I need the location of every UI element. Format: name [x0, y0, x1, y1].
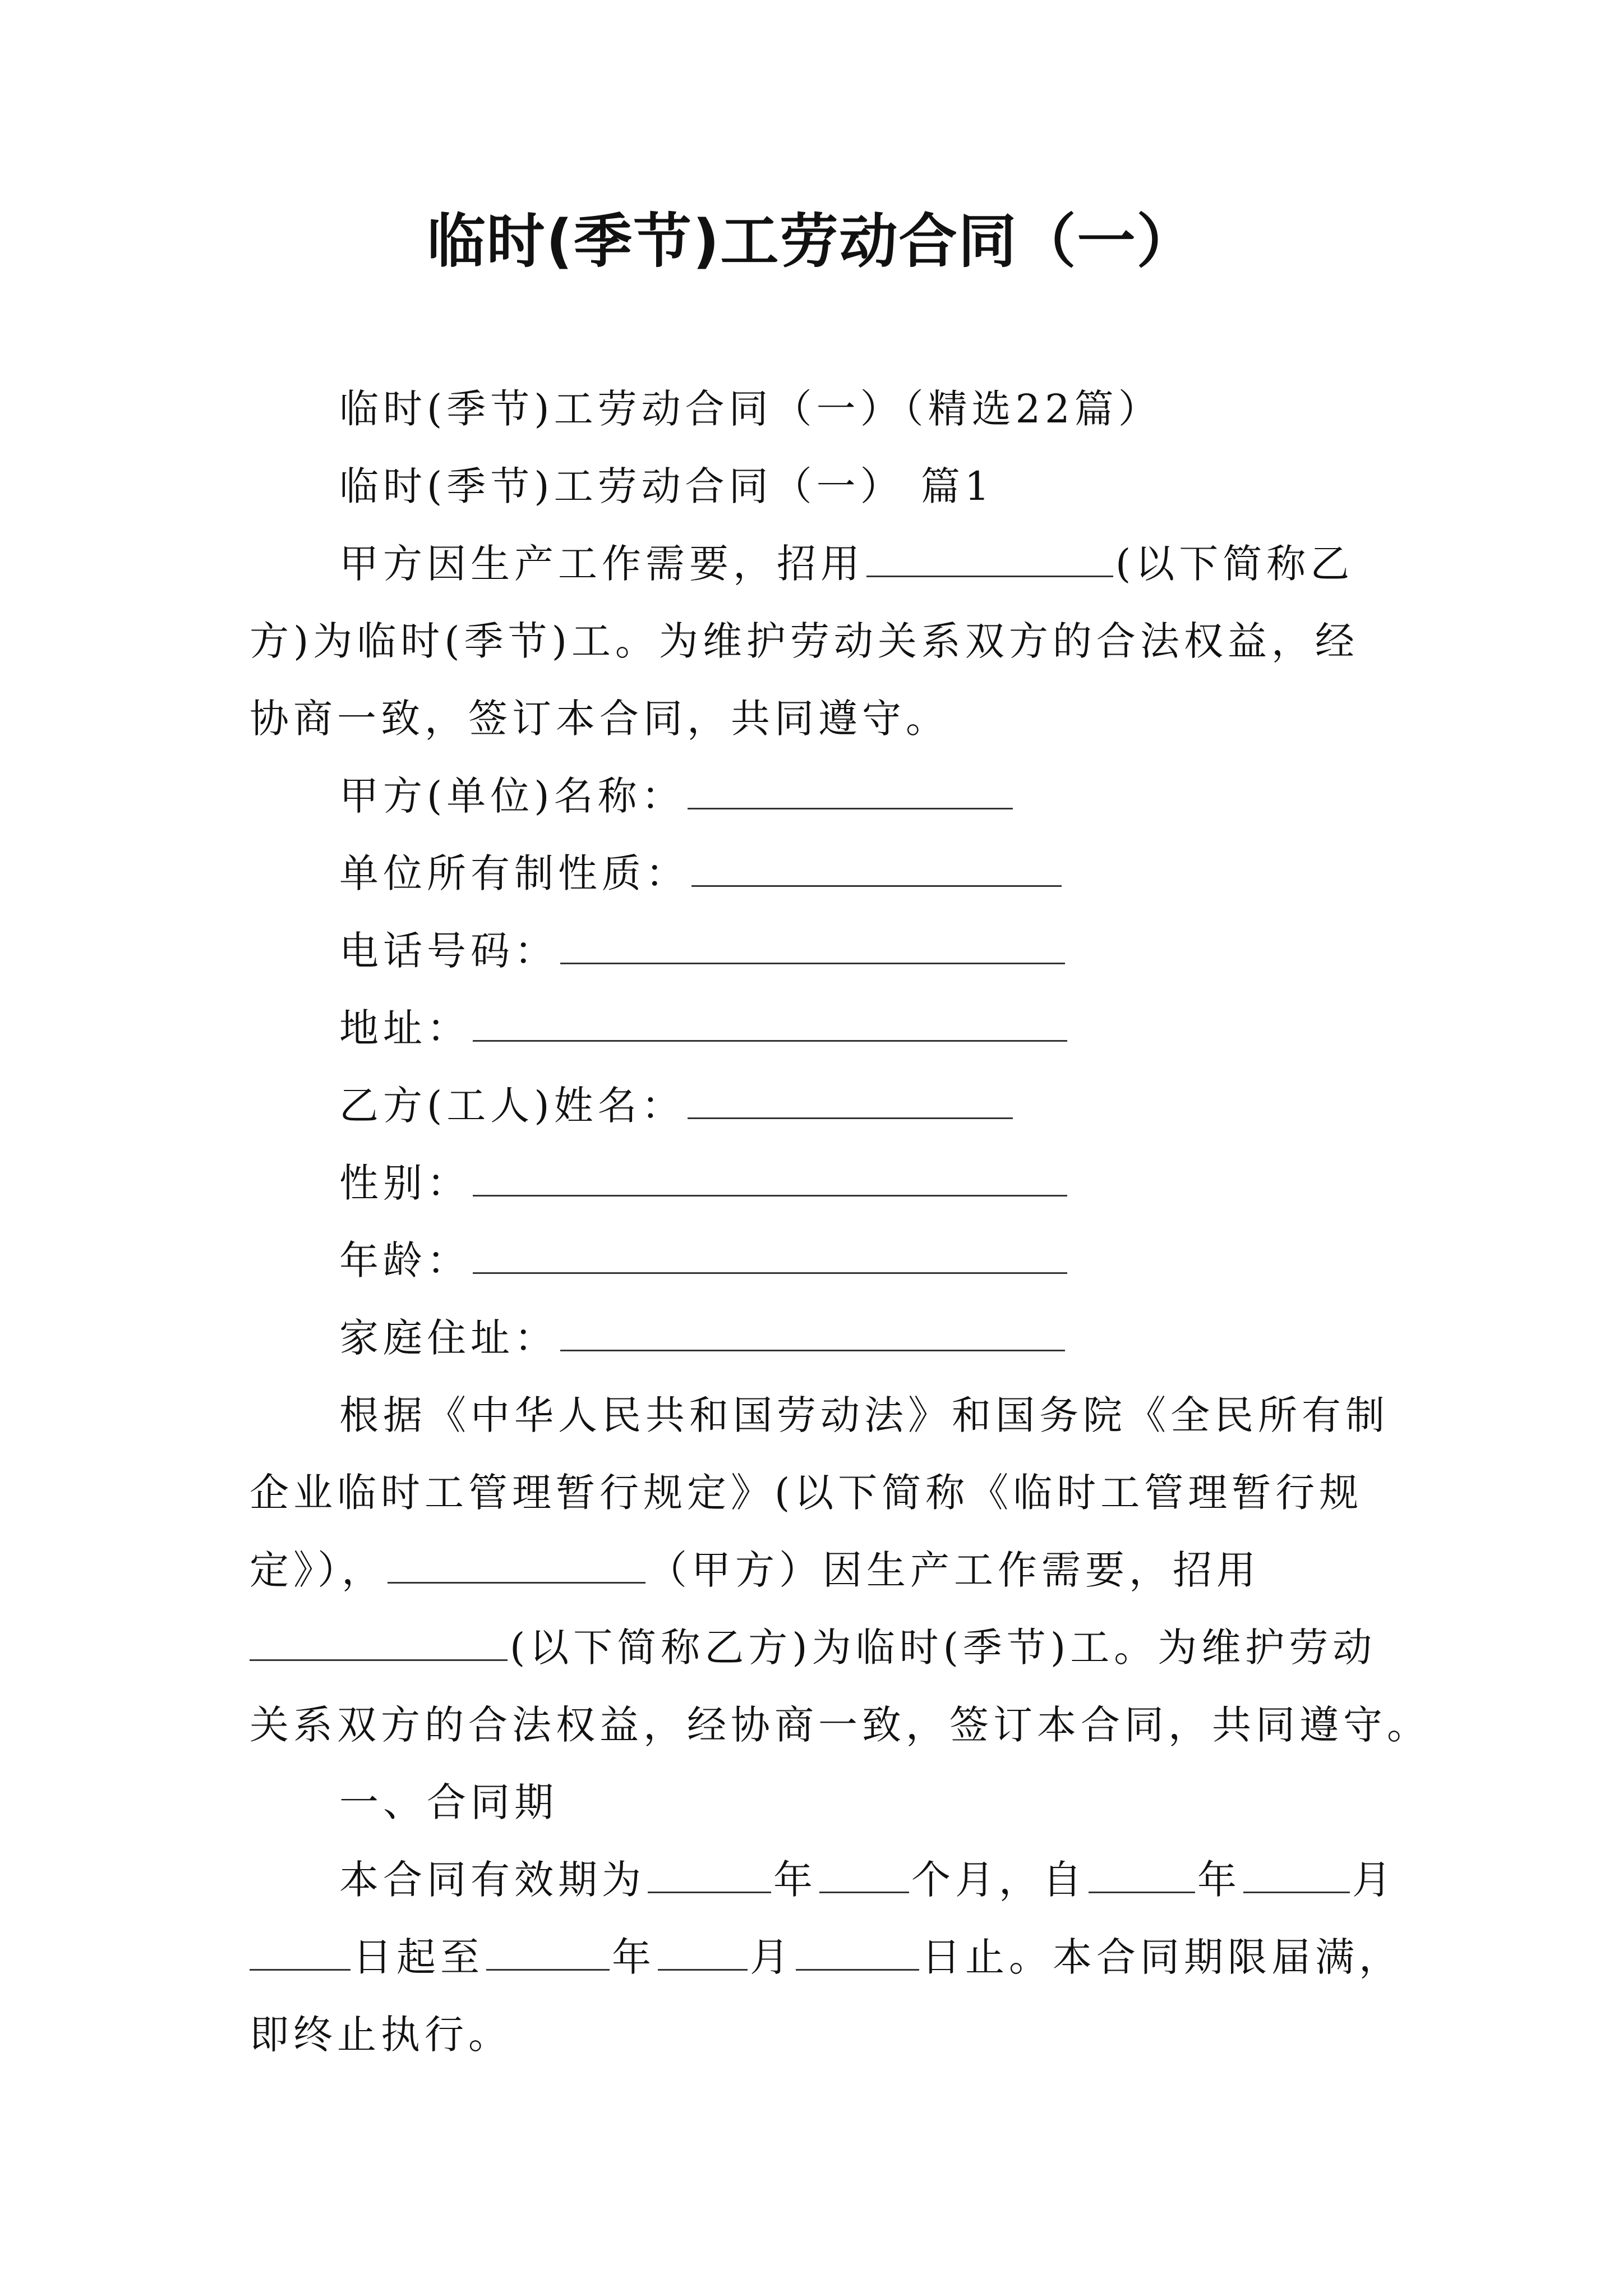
end-month-blank: [658, 1930, 748, 1971]
clause-text: 年: [773, 1857, 817, 1903]
field-gender: [250, 1144, 1377, 1222]
field-label: 甲方(单位)名称：: [339, 773, 685, 819]
start-year-blank: [1089, 1852, 1195, 1893]
party-a-blank: [388, 1543, 645, 1584]
field-label: 电话号码：: [339, 928, 558, 974]
basis-text-b: （甲方）因生产工作需要，招用: [648, 1547, 1260, 1593]
party-b-blank: [250, 1620, 508, 1661]
basis-line-2: 企业临时工管理暂行规定》(以下简称《临时工管理暂行规: [250, 1470, 1363, 1516]
clause-text: 日止。本合同期限届满，: [921, 1934, 1403, 1980]
clause-1-heading: 一、合同期: [339, 1779, 558, 1825]
field-blank: [473, 1156, 1067, 1197]
clause-text: 年: [612, 1934, 656, 1980]
field-party-b-name: [250, 1067, 1377, 1144]
months-blank: [819, 1852, 909, 1893]
clause-1-line-1: [250, 1841, 1396, 1918]
field-blank: [691, 846, 1062, 887]
field-label: 地址：: [339, 1005, 471, 1051]
field-party-a-name: [250, 757, 1377, 835]
start-month-blank: [1243, 1852, 1350, 1893]
clause-text: 月: [1352, 1857, 1396, 1903]
section-heading: 临时(季节)工劳动合同（一） 篇1: [339, 463, 994, 509]
document-title: 临时(季节)工劳动合同（一）: [427, 207, 1196, 275]
field-blank: [473, 1001, 1067, 1042]
field-label: 家庭住址：: [339, 1315, 558, 1361]
clause-text: 月: [750, 1934, 794, 1980]
field-label: 性别：: [339, 1160, 471, 1206]
field-blank: [688, 1078, 1013, 1119]
intro-line-2: 方)为临时(季节)工。为维护劳动关系双方的合法权益，经: [250, 618, 1359, 664]
basis-line-5: 关系双方的合法权益，经协商一致，签订本合同，共同遵守。: [250, 1702, 1431, 1748]
clause-text: 个月，自: [911, 1857, 1086, 1903]
clause-text: 日起至: [353, 1934, 484, 1980]
field-label: 年龄：: [339, 1237, 471, 1283]
intro-text-a: 甲方因生产工作需要，招用: [339, 541, 864, 587]
intro-text-b: (以下简称乙: [1115, 541, 1354, 587]
basis-text-c: (以下简称乙方)为临时(季节)工。为维护劳动: [510, 1625, 1377, 1671]
intro-line-1: [250, 525, 1377, 602]
field-blank: [688, 769, 1013, 809]
recruit-name-blank: [866, 536, 1113, 577]
clause-text: 年: [1197, 1857, 1241, 1903]
field-blank: [560, 1310, 1065, 1351]
start-day-blank: [250, 1930, 351, 1971]
clause-text: 本合同有效期为: [339, 1857, 645, 1903]
years-blank: [648, 1852, 771, 1893]
basis-line-1: 根据《中华人民共和国劳动法》和国务院《全民所有制: [339, 1392, 1389, 1438]
field-age: [250, 1222, 1377, 1299]
end-day-blank: [796, 1930, 919, 1971]
clause-1-line-2: [250, 1918, 1403, 1996]
end-year-blank: [486, 1930, 610, 1971]
field-home-address: [250, 1299, 1377, 1377]
field-blank: [560, 923, 1065, 964]
field-phone: [250, 912, 1377, 990]
field-ownership: [250, 835, 1377, 912]
intro-line-3: 协商一致，签订本合同，共同遵守。: [250, 696, 949, 742]
field-blank: [473, 1233, 1067, 1274]
basis-line-4: [250, 1609, 1377, 1686]
field-label: 乙方(工人)姓名：: [339, 1083, 685, 1129]
field-address: [250, 990, 1377, 1067]
subtitle: 临时(季节)工劳动合同（一）（精选22篇）: [339, 386, 1162, 432]
field-label: 单位所有制性质：: [339, 850, 689, 896]
basis-line-3: [250, 1531, 1377, 1609]
document-body: [250, 370, 1431, 2073]
clause-1-line-3: 即终止执行。: [250, 2012, 512, 2058]
basis-text-a: 定》），: [250, 1547, 385, 1593]
